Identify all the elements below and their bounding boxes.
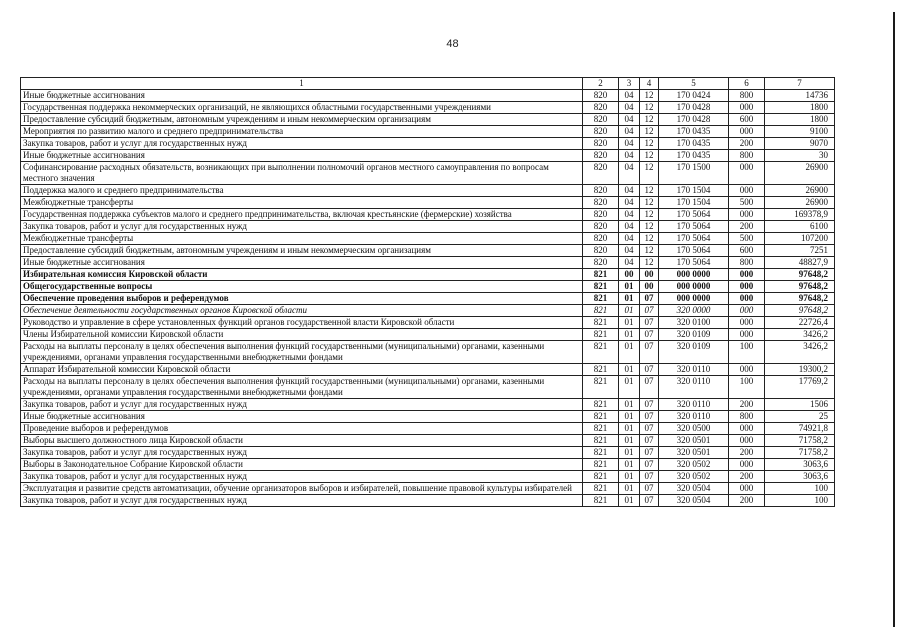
ministry-code-cell: 821 — [583, 293, 619, 305]
section-code-cell: 04 — [619, 162, 640, 185]
item-name-cell: Иные бюджетные ассигнования — [21, 257, 583, 269]
amount-cell: 9070 — [765, 138, 835, 150]
section-code-cell: 01 — [619, 471, 640, 483]
ministry-code-cell: 820 — [583, 209, 619, 221]
section-code-cell: 04 — [619, 114, 640, 126]
section-code-cell: 04 — [619, 150, 640, 162]
ministry-code-cell: 820 — [583, 257, 619, 269]
expense-type-cell: 600 — [729, 245, 765, 257]
amount-cell: 3063,6 — [765, 459, 835, 471]
subsection-code-cell: 12 — [640, 245, 659, 257]
target-article-cell: 320 0110 — [659, 376, 729, 399]
target-article-cell: 320 0501 — [659, 447, 729, 459]
subsection-code-cell: 12 — [640, 233, 659, 245]
ministry-code-cell: 820 — [583, 162, 619, 185]
target-article-cell: 000 0000 — [659, 269, 729, 281]
item-name-cell: Избирательная комиссия Кировской области — [21, 269, 583, 281]
section-code-cell: 04 — [619, 126, 640, 138]
table-row — [21, 114, 835, 126]
subsection-code-cell: 12 — [640, 209, 659, 221]
subsection-code-cell: 07 — [640, 483, 659, 495]
table-row — [21, 281, 835, 293]
ministry-code-cell: 820 — [583, 197, 619, 209]
expense-type-cell: 000 — [729, 423, 765, 435]
amount-cell: 26900 — [765, 162, 835, 185]
target-article-cell: 320 0504 — [659, 483, 729, 495]
amount-cell: 9100 — [765, 126, 835, 138]
target-article-cell: 320 0502 — [659, 471, 729, 483]
amount-cell: 169378,9 — [765, 209, 835, 221]
table-row — [21, 102, 835, 114]
expense-type-cell: 000 — [729, 185, 765, 197]
subsection-code-cell: 07 — [640, 305, 659, 317]
table-row — [21, 293, 835, 305]
amount-cell: 48827,9 — [765, 257, 835, 269]
subsection-code-cell: 12 — [640, 102, 659, 114]
amount-cell: 26900 — [765, 197, 835, 209]
item-name-cell: Обеспечение проведения выборов и референдумов — [21, 293, 583, 305]
table-row — [21, 209, 835, 221]
amount-cell: 97648,2 — [765, 305, 835, 317]
table-row — [21, 221, 835, 233]
subsection-code-cell: 12 — [640, 150, 659, 162]
section-code-cell: 04 — [619, 197, 640, 209]
expense-type-cell: 000 — [729, 162, 765, 185]
section-code-cell: 01 — [619, 495, 640, 507]
table-row — [21, 376, 835, 399]
item-name-cell: Эксплуатация и развитие средств автоматизации, обучение организаторов выборов и избирателей, повышение правовой культуры избирателей — [21, 483, 583, 495]
target-article-cell: 170 5064 — [659, 221, 729, 233]
target-article-cell: 320 0502 — [659, 459, 729, 471]
amount-cell: 74921,8 — [765, 423, 835, 435]
section-code-cell: 01 — [619, 305, 640, 317]
table-row — [21, 138, 835, 150]
subsection-code-cell: 12 — [640, 126, 659, 138]
header-cell: 1 — [21, 78, 583, 90]
section-code-cell: 04 — [619, 90, 640, 102]
subsection-code-cell: 07 — [640, 317, 659, 329]
section-code-cell: 01 — [619, 483, 640, 495]
ministry-code-cell: 821 — [583, 317, 619, 329]
ministry-code-cell: 821 — [583, 329, 619, 341]
amount-cell: 30 — [765, 150, 835, 162]
table-row — [21, 233, 835, 245]
target-article-cell: 170 1500 — [659, 162, 729, 185]
section-code-cell: 01 — [619, 423, 640, 435]
subsection-code-cell: 12 — [640, 257, 659, 269]
expense-type-cell: 000 — [729, 269, 765, 281]
item-name-cell: Межбюджетные трансферты — [21, 233, 583, 245]
expense-type-cell: 200 — [729, 399, 765, 411]
subsection-code-cell: 00 — [640, 269, 659, 281]
table-row — [21, 364, 835, 376]
expense-type-cell: 000 — [729, 126, 765, 138]
item-name-cell: Государственная поддержка субъектов малого и среднего предпринимательства, включая крестьянские (фермерские) хозяйства — [21, 209, 583, 221]
target-article-cell: 320 0110 — [659, 399, 729, 411]
section-code-cell: 01 — [619, 341, 640, 364]
table-row — [21, 197, 835, 209]
table-row — [21, 317, 835, 329]
amount-cell: 100 — [765, 495, 835, 507]
ministry-code-cell: 820 — [583, 90, 619, 102]
item-name-cell: Государственная поддержка некоммерческих организаций, не являющихся областными государственными учреждениями — [21, 102, 583, 114]
target-article-cell: 000 0000 — [659, 293, 729, 305]
section-code-cell: 01 — [619, 376, 640, 399]
target-article-cell: 320 0109 — [659, 341, 729, 364]
item-name-cell: Мероприятия по развитию малого и среднего предпринимательства — [21, 126, 583, 138]
table-row — [21, 245, 835, 257]
section-code-cell: 04 — [619, 138, 640, 150]
expense-type-cell: 500 — [729, 233, 765, 245]
expense-type-cell: 800 — [729, 90, 765, 102]
subsection-code-cell: 07 — [640, 329, 659, 341]
table-row — [21, 483, 835, 495]
table-row — [21, 257, 835, 269]
section-code-cell: 04 — [619, 102, 640, 114]
ministry-code-cell: 821 — [583, 399, 619, 411]
expense-type-cell: 000 — [729, 317, 765, 329]
item-name-cell: Закупка товаров, работ и услуг для государственных нужд — [21, 471, 583, 483]
expense-type-cell: 200 — [729, 138, 765, 150]
target-article-cell: 320 0500 — [659, 423, 729, 435]
subsection-code-cell: 07 — [640, 411, 659, 423]
header-cell: 6 — [729, 78, 765, 90]
table-row — [21, 435, 835, 447]
subsection-code-cell: 07 — [640, 495, 659, 507]
amount-cell: 7251 — [765, 245, 835, 257]
expense-type-cell: 000 — [729, 459, 765, 471]
expense-type-cell: 000 — [729, 293, 765, 305]
subsection-code-cell: 00 — [640, 281, 659, 293]
item-name-cell: Расходы на выплаты персоналу в целях обеспечения выполнения функций государственными (муниципальными) органами, казенными учреждениями, органами управления государственными внебюджетными фондами — [21, 376, 583, 399]
item-name-cell: Закупка товаров, работ и услуг для государственных нужд — [21, 221, 583, 233]
ministry-code-cell: 821 — [583, 281, 619, 293]
ministry-code-cell: 821 — [583, 364, 619, 376]
header-cell: 2 — [583, 78, 619, 90]
item-name-cell: Расходы на выплаты персоналу в целях обеспечения выполнения функций государственными (муниципальными) органами, казенными учреждениями, органами управления государственными внебюджетными фондами — [21, 341, 583, 364]
table-row — [21, 341, 835, 364]
table-row — [21, 162, 835, 185]
table-row — [21, 305, 835, 317]
subsection-code-cell: 12 — [640, 197, 659, 209]
header-cell: 4 — [640, 78, 659, 90]
subsection-code-cell: 07 — [640, 341, 659, 364]
subsection-code-cell: 07 — [640, 423, 659, 435]
ministry-code-cell: 821 — [583, 459, 619, 471]
subsection-code-cell: 07 — [640, 399, 659, 411]
section-code-cell: 01 — [619, 459, 640, 471]
amount-cell: 107200 — [765, 233, 835, 245]
amount-cell: 6100 — [765, 221, 835, 233]
item-name-cell: Предоставление субсидий бюджетным, автономным учреждениям и иным некоммерческим организациям — [21, 245, 583, 257]
section-code-cell: 01 — [619, 364, 640, 376]
subsection-code-cell: 12 — [640, 162, 659, 185]
section-code-cell: 04 — [619, 233, 640, 245]
amount-cell: 1800 — [765, 102, 835, 114]
item-name-cell: Иные бюджетные ассигнования — [21, 90, 583, 102]
amount-cell: 14736 — [765, 90, 835, 102]
expense-type-cell: 000 — [729, 483, 765, 495]
ministry-code-cell: 820 — [583, 126, 619, 138]
amount-cell: 3426,2 — [765, 341, 835, 364]
table-row — [21, 459, 835, 471]
amount-cell: 71758,2 — [765, 447, 835, 459]
target-article-cell: 170 0428 — [659, 102, 729, 114]
ministry-code-cell: 821 — [583, 269, 619, 281]
ministry-code-cell: 820 — [583, 102, 619, 114]
subsection-code-cell: 07 — [640, 459, 659, 471]
item-name-cell: Закупка товаров, работ и услуг для государственных нужд — [21, 447, 583, 459]
expense-type-cell: 000 — [729, 435, 765, 447]
ministry-code-cell: 821 — [583, 435, 619, 447]
amount-cell: 97648,2 — [765, 281, 835, 293]
ministry-code-cell: 821 — [583, 305, 619, 317]
section-code-cell: 01 — [619, 293, 640, 305]
item-name-cell: Аппарат Избирательной комиссии Кировской области — [21, 364, 583, 376]
table-row — [21, 269, 835, 281]
expense-type-cell: 100 — [729, 341, 765, 364]
section-code-cell: 01 — [619, 435, 640, 447]
target-article-cell: 170 0424 — [659, 90, 729, 102]
section-code-cell: 04 — [619, 257, 640, 269]
amount-cell: 1506 — [765, 399, 835, 411]
section-code-cell: 01 — [619, 399, 640, 411]
subsection-code-cell: 12 — [640, 185, 659, 197]
table-row — [21, 126, 835, 138]
amount-cell: 22726,4 — [765, 317, 835, 329]
expense-type-cell: 200 — [729, 471, 765, 483]
amount-cell: 1800 — [765, 114, 835, 126]
ministry-code-cell: 821 — [583, 483, 619, 495]
target-article-cell: 170 5064 — [659, 209, 729, 221]
section-code-cell: 04 — [619, 185, 640, 197]
expense-type-cell: 200 — [729, 221, 765, 233]
subsection-code-cell: 07 — [640, 471, 659, 483]
item-name-cell: Обеспечение деятельности государственных органов Кировской области — [21, 305, 583, 317]
ministry-code-cell: 821 — [583, 376, 619, 399]
header-cell: 3 — [619, 78, 640, 90]
expense-type-cell: 000 — [729, 209, 765, 221]
subsection-code-cell: 12 — [640, 138, 659, 150]
subsection-code-cell: 12 — [640, 221, 659, 233]
item-name-cell: Проведение выборов и референдумов — [21, 423, 583, 435]
item-name-cell: Закупка товаров, работ и услуг для государственных нужд — [21, 138, 583, 150]
expense-type-cell: 000 — [729, 364, 765, 376]
target-article-cell: 170 5064 — [659, 245, 729, 257]
item-name-cell: Члены Избирательной комиссии Кировской области — [21, 329, 583, 341]
ministry-code-cell: 820 — [583, 138, 619, 150]
table-row — [21, 423, 835, 435]
section-code-cell: 04 — [619, 209, 640, 221]
ministry-code-cell: 821 — [583, 411, 619, 423]
section-code-cell: 01 — [619, 411, 640, 423]
target-article-cell: 320 0110 — [659, 411, 729, 423]
target-article-cell: 320 0109 — [659, 329, 729, 341]
expense-type-cell: 000 — [729, 305, 765, 317]
ministry-code-cell: 821 — [583, 471, 619, 483]
target-article-cell: 170 1504 — [659, 185, 729, 197]
amount-cell: 100 — [765, 483, 835, 495]
section-code-cell: 01 — [619, 329, 640, 341]
section-code-cell: 04 — [619, 245, 640, 257]
ministry-code-cell: 820 — [583, 221, 619, 233]
expense-type-cell: 000 — [729, 102, 765, 114]
target-article-cell: 170 0435 — [659, 150, 729, 162]
subsection-code-cell: 07 — [640, 435, 659, 447]
table-row — [21, 447, 835, 459]
subsection-code-cell: 12 — [640, 90, 659, 102]
expense-type-cell: 200 — [729, 447, 765, 459]
ministry-code-cell: 821 — [583, 423, 619, 435]
subsection-code-cell: 07 — [640, 293, 659, 305]
target-article-cell: 320 0501 — [659, 435, 729, 447]
item-name-cell: Иные бюджетные ассигнования — [21, 411, 583, 423]
amount-cell: 97648,2 — [765, 269, 835, 281]
target-article-cell: 320 0100 — [659, 317, 729, 329]
ministry-code-cell: 820 — [583, 245, 619, 257]
amount-cell: 71758,2 — [765, 435, 835, 447]
target-article-cell: 320 0504 — [659, 495, 729, 507]
amount-cell: 17769,2 — [765, 376, 835, 399]
section-code-cell: 01 — [619, 317, 640, 329]
expense-type-cell: 200 — [729, 495, 765, 507]
target-article-cell: 170 0435 — [659, 126, 729, 138]
item-name-cell: Выборы в Законодательное Собрание Кировской области — [21, 459, 583, 471]
subsection-code-cell: 07 — [640, 376, 659, 399]
table-row — [21, 411, 835, 423]
target-article-cell: 000 0000 — [659, 281, 729, 293]
section-code-cell: 00 — [619, 269, 640, 281]
target-article-cell: 170 5064 — [659, 257, 729, 269]
header-cell: 7 — [765, 78, 835, 90]
item-name-cell: Предоставление субсидий бюджетным, автономным учреждениям и иным некоммерческим организациям — [21, 114, 583, 126]
amount-cell: 3426,2 — [765, 329, 835, 341]
table-row — [21, 90, 835, 102]
scan-edge-line — [893, 12, 895, 627]
target-article-cell: 320 0000 — [659, 305, 729, 317]
subsection-code-cell: 07 — [640, 364, 659, 376]
target-article-cell: 170 5064 — [659, 233, 729, 245]
target-article-cell: 320 0110 — [659, 364, 729, 376]
expense-type-cell: 100 — [729, 376, 765, 399]
expense-type-cell: 000 — [729, 329, 765, 341]
target-article-cell: 170 0435 — [659, 138, 729, 150]
ministry-code-cell: 820 — [583, 150, 619, 162]
ministry-code-cell: 821 — [583, 447, 619, 459]
item-name-cell: Софинансирование расходных обязательств, возникающих при выполнении полномочий органов местного самоуправления по вопросам местного значения — [21, 162, 583, 185]
item-name-cell: Общегосударственные вопросы — [21, 281, 583, 293]
table-header-row — [21, 78, 835, 90]
expense-type-cell: 800 — [729, 257, 765, 269]
ministry-code-cell: 821 — [583, 341, 619, 364]
target-article-cell: 170 0428 — [659, 114, 729, 126]
ministry-code-cell: 820 — [583, 185, 619, 197]
ministry-code-cell: 820 — [583, 114, 619, 126]
amount-cell: 25 — [765, 411, 835, 423]
amount-cell: 26900 — [765, 185, 835, 197]
item-name-cell: Руководство и управление в сфере установленных функций органов государственной власти Кировской области — [21, 317, 583, 329]
item-name-cell: Закупка товаров, работ и услуг для государственных нужд — [21, 495, 583, 507]
target-article-cell: 170 1504 — [659, 197, 729, 209]
item-name-cell: Межбюджетные трансферты — [21, 197, 583, 209]
ministry-code-cell: 821 — [583, 495, 619, 507]
item-name-cell: Поддержка малого и среднего предпринимательства — [21, 185, 583, 197]
subsection-code-cell: 07 — [640, 447, 659, 459]
item-name-cell: Закупка товаров, работ и услуг для государственных нужд — [21, 399, 583, 411]
section-code-cell: 01 — [619, 281, 640, 293]
expense-type-cell: 000 — [729, 281, 765, 293]
budget-table — [20, 77, 835, 507]
table-row — [21, 150, 835, 162]
amount-cell: 97648,2 — [765, 293, 835, 305]
table-row — [21, 495, 835, 507]
expense-type-cell: 800 — [729, 150, 765, 162]
subsection-code-cell: 12 — [640, 114, 659, 126]
ministry-code-cell: 820 — [583, 233, 619, 245]
expense-type-cell: 500 — [729, 197, 765, 209]
header-cell: 5 — [659, 78, 729, 90]
section-code-cell: 01 — [619, 447, 640, 459]
section-code-cell: 04 — [619, 221, 640, 233]
table-row — [21, 185, 835, 197]
expense-type-cell: 800 — [729, 411, 765, 423]
table-row — [21, 399, 835, 411]
item-name-cell: Иные бюджетные ассигнования — [21, 150, 583, 162]
table-row — [21, 471, 835, 483]
amount-cell: 3063,6 — [765, 471, 835, 483]
item-name-cell: Выборы высшего должностного лица Кировской области — [21, 435, 583, 447]
table-row — [21, 329, 835, 341]
expense-type-cell: 600 — [729, 114, 765, 126]
amount-cell: 19300,2 — [765, 364, 835, 376]
page-number: 48 — [446, 38, 459, 50]
